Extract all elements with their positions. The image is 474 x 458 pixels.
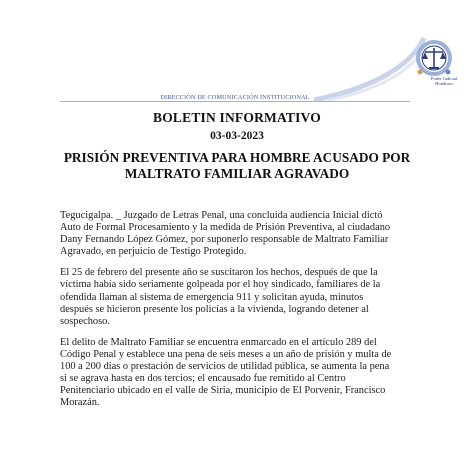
- paragraph-line: Agravado, en perjuicio de Testigo Protegido.: [60, 246, 247, 258]
- paragraph-line: Penitenciario ubicado en el valle de Siria, municipio de El Porvenir, Francisco: [60, 385, 386, 397]
- headline-line: MALTRATO FAMILIAR AGRAVADO: [124, 166, 350, 181]
- paragraph-2: [60, 267, 422, 327]
- paragraph-line: ofendida llaman al sistema de emergencia 911 y solicitan ayuda, minutos: [60, 291, 364, 303]
- paragraph-line: El 25 de febrero del presente año se suscitaron los hechos, después de que la: [60, 267, 378, 279]
- paragraph-line: Tegucigalpa. _ Juzgado de Letras Penal, una concluida audiencia Inicial dictó: [60, 210, 383, 221]
- paragraph-line: El delito de Maltrato Familiar se encuentra enmarcado en el artículo 289 del: [60, 336, 377, 348]
- bulletin-date: 03-03-2023: [210, 130, 264, 142]
- headline: [0, 150, 474, 182]
- paragraph-1: [60, 210, 422, 258]
- article-body: [60, 210, 422, 418]
- paragraph-line: víctima había sido seriamente golpeada por el hoy sindicado, familiares de la: [60, 279, 381, 291]
- paragraph-line: Auto de Formal Procesamiento y la medida de Prisión Preventiva, al ciudadano: [60, 222, 391, 234]
- paragraph-line: Dany Fernando López Gómez, por suponerlo responsable de Maltrato Familiar: [60, 234, 389, 246]
- paragraph-line: si se agrava hasta en dos tercios; el encausado fue remitido al Centro: [60, 373, 346, 385]
- paragraph-line: sospechoso.: [60, 315, 110, 327]
- header-divider: [60, 101, 410, 102]
- paragraph-line: Código Penal y establece una pena de seis meses a un año de prisión y multa de: [60, 348, 392, 360]
- emblem-graphic: [314, 30, 464, 102]
- department-name: DIRECCIÓN DE COMUNICACIÓN INSTITUCIONAL: [160, 94, 310, 101]
- paragraph-line: después se hicieron presente los policías a la vivienda, logrando detener al: [60, 303, 369, 315]
- bulletin-title: BOLETIN INFORMATIVO: [153, 110, 321, 125]
- paragraph-line: Morazán.: [60, 397, 100, 409]
- logo-text: Poder Judicial Honduras: [430, 76, 458, 87]
- headline-line: PRISIÓN PREVENTIVA PARA HOMBRE ACUSADO POR: [63, 150, 411, 165]
- paragraph-3: [60, 337, 422, 410]
- paragraph-line: 100 a 200 días o prestación de servicios de utilidad pública, se aumenta la pena: [60, 361, 390, 373]
- poder-judicial-logo: [314, 30, 464, 102]
